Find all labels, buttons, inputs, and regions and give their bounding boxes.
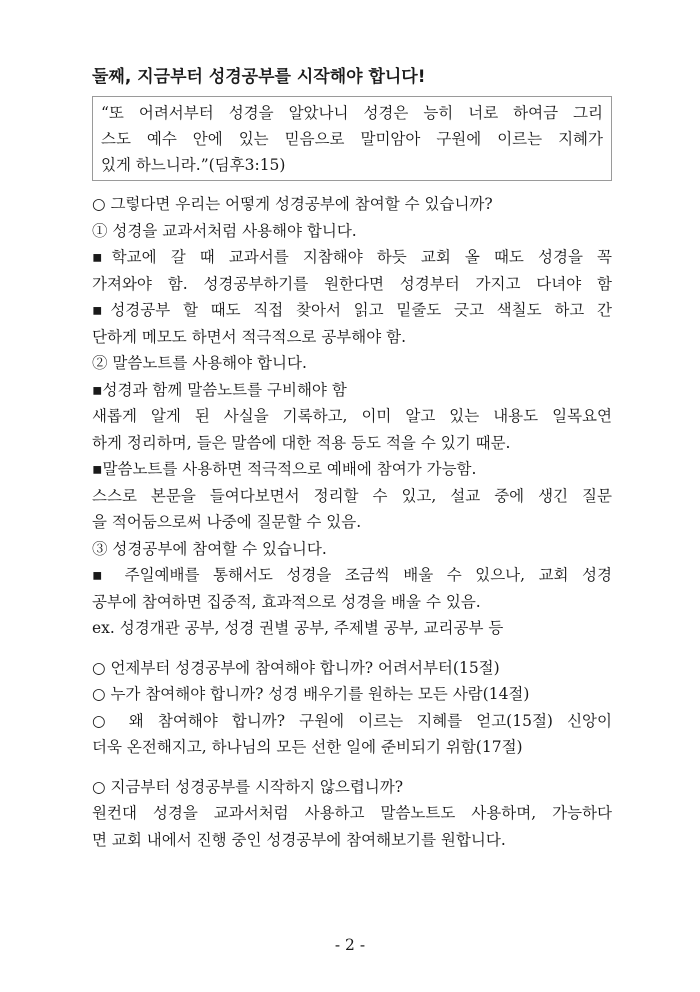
question-line: ○ 언제부터 성경공부에 참여해야 합니까? 어려서부터(15절) <box>92 658 500 677</box>
document-page <box>92 64 612 853</box>
page-number: - 2 - <box>334 936 366 954</box>
spacer <box>92 642 612 655</box>
question-line: ○ 왜 참여해야 합니까? 구원에 이르는 지혜를 얻고(15절) 신앙이 <box>92 711 612 730</box>
question-line: ○ 누가 참여해야 합니까? 성경 배우기를 원하는 모든 사람(14절) <box>92 685 530 703</box>
question-line: ○ 지금부터 성경공부를 시작하지 않으렵니까? <box>92 777 404 796</box>
quote-line: “또 어려서부터 성경을 알았나니 성경은 능히 너로 하여금 그리 <box>101 104 603 122</box>
bullet-line: 가져와야 함. 성경공부하기를 원한다면 성경부터 가지고 다녀야 함 <box>92 274 612 293</box>
bullet-line: ▪말씀노트를 사용하면 적극적으로 예배에 참여가 가능함. <box>92 460 477 478</box>
example-line: ex. 성경개관 공부, 성경 권별 공부, 주제별 공부, 교리공부 등 <box>92 619 504 637</box>
section-how-to-participate <box>92 191 612 642</box>
detail-line: 새롭게 알게 된 사실을 기록하고, 이미 알고 있는 내용도 일목요연 <box>92 407 612 425</box>
bullet-line: ▪학교에 갈 때 교과서를 지참해야 하듯 교회 올 때도 성경을 꼭 <box>92 248 612 266</box>
bullet-line: ▪성경과 함께 말씀노트를 구비해야 함 <box>92 380 347 399</box>
quote-line: 스도 예수 안에 있는 믿음으로 말미암아 구원에 이르는 지혜가 <box>101 130 603 148</box>
quote-line: 있게 하느니라.”(딤후3:15) <box>101 156 286 174</box>
closing-line: 원컨대 성경을 교과서처럼 사용하고 말씀노트도 사용하며, 가능하다 <box>92 804 612 822</box>
question-line: 더욱 온전해지고, 하나님의 모든 선한 일에 준비되기 위함(17절) <box>92 738 523 756</box>
bullet-line: ▪성경공부 할 때도 직접 찾아서 읽고 밑줄도 긋고 색칠도 하고 간 <box>92 301 612 319</box>
spacer <box>92 761 612 774</box>
section-invitation <box>92 774 612 854</box>
closing-line: 면 교회 내에서 진행 중인 성경공부에 참여해보기를 원합니다. <box>92 830 506 849</box>
bullet-line: 공부에 참여하면 집중적, 효과적으로 성경을 배울 수 있음. <box>92 592 481 611</box>
item-title: ③ 성경공부에 참여할 수 있습니다. <box>92 539 327 558</box>
question-line: ○ 그렇다면 우리는 어떻게 성경공부에 참여할 수 있습니까? <box>92 195 493 213</box>
bullet-line: ▪ 주일예배를 통해서도 성경을 조금씩 배울 수 있으나, 교회 성경 <box>92 566 612 584</box>
detail-line: 스스로 본문을 들여다보면서 정리할 수 있고, 설교 중에 생긴 질문 <box>92 486 612 505</box>
detail-line: 하게 정리하며, 들은 말씀에 대한 적용 등도 적을 수 있기 때문. <box>92 433 511 452</box>
item-title: ② 말씀노트를 사용해야 합니다. <box>92 354 307 372</box>
detail-line: 을 적어둠으로써 나중에 질문할 수 있음. <box>92 513 362 531</box>
section-when-who-why <box>92 655 612 761</box>
bullet-line: 단하게 메모도 하면서 적극적으로 공부해야 함. <box>92 327 407 346</box>
item-title: ① 성경을 교과서처럼 사용해야 합니다. <box>92 221 357 240</box>
scripture-quote-box <box>92 96 612 181</box>
section-heading: 둘째, 지금부터 성경공부를 시작해야 합니다! <box>92 67 426 87</box>
